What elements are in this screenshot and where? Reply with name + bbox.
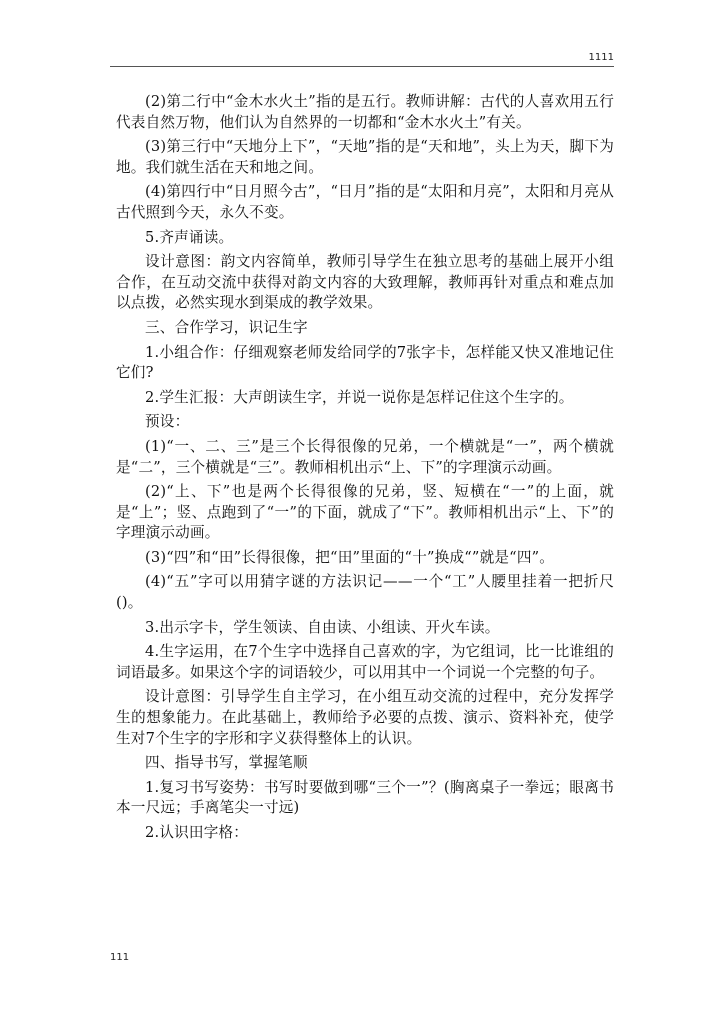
paragraph: 4.生字运用，在7个生字中选择自己喜欢的字，为它组词，比一比谁组的词语最多。如果这个字的词语较少，可以用其中一个词说一个完整的句子。: [116, 643, 614, 681]
section-heading: 三、合作学习，识记生字: [145, 318, 308, 336]
paragraph: (4)“五”字可以用猜字谜的方法识记——一个“工”人腰里挂着一把折尺()。: [116, 573, 614, 612]
header-rule: [110, 66, 614, 67]
paragraph: 设计意图：韵文内容简单，教师引导学生在独立思考的基础上展开小组合作，在互动交流中获得对韵文内容的大致理解，教师再针对重点和难点加以点拨，必然实现水到渠成的教学效果。: [116, 253, 614, 312]
paragraph: 预设：: [145, 413, 190, 431]
paragraph: 3.出示字卡，学生领读、自由读、小组读、开火车读。: [145, 618, 500, 636]
paragraph: (4)第四行中“日月照今古”，“日月”指的是“太阳和月亮”，太阳和月亮从古代照到今天，永久不变。: [116, 183, 614, 221]
paragraph: 2.认识田字格：: [145, 824, 249, 841]
header-page-number: 1111: [588, 52, 614, 63]
paragraph: (3)第三行中“天地分上下”，“天地”指的是“天和地”，头上为天，脚下为地。我们就生活在天和地之间。: [116, 138, 614, 176]
document-body: [116, 92, 614, 848]
paragraph: 1.复习书写姿势：书写时要做到哪“三个一”？(胸离桌子一拳远；眼离书本一尺远；手离笔尖一寸远): [116, 778, 614, 817]
paragraph: 设计意图：引导学生自主学习，在小组互动交流的过程中，充分发挥学生的想象能力。在此基础上，教师给予必要的点拨、演示、资料补充，使学生对7个生字的字形和字义获得整体上的认识。: [116, 688, 614, 747]
paragraph: (2)“上、下”也是两个长得很像的兄弟，竖、短横在“一”的上面，就是“上”；竖、点跑到了“一”的下面，就成了“下”。教师相机出示“上、下”的字理演示动画。: [116, 483, 614, 542]
paragraph: 5.齐声诵读。: [145, 228, 234, 246]
paragraph: (3)“四”和“田”长得很像，把“田”里面的“十”换成“”就是“四”。: [145, 548, 555, 566]
paragraph: 1.小组合作：仔细观察老师发给同学的7张字卡，怎样能又快又准地记住它们?: [116, 343, 614, 382]
section-heading: 四、指导书写，掌握笔顺: [145, 754, 308, 772]
paragraph: 2.学生汇报：大声朗读生字，并说一说你是怎样记住这个生字的。: [145, 388, 574, 406]
paragraph: (2)第二行中“金木水火土”指的是五行。教师讲解：古代的人喜欢用五行代表自然万物，他们认为自然界的一切都和“金木水火土”有关。: [116, 93, 614, 131]
footer-page-number: 111: [110, 952, 130, 963]
paragraph: (1)“一、二、三”是三个长得很像的兄弟，一个横就是“一”，两个横就是“二”，三个横就是“三”。教师相机出示“上、下”的字理演示动画。: [116, 437, 614, 476]
